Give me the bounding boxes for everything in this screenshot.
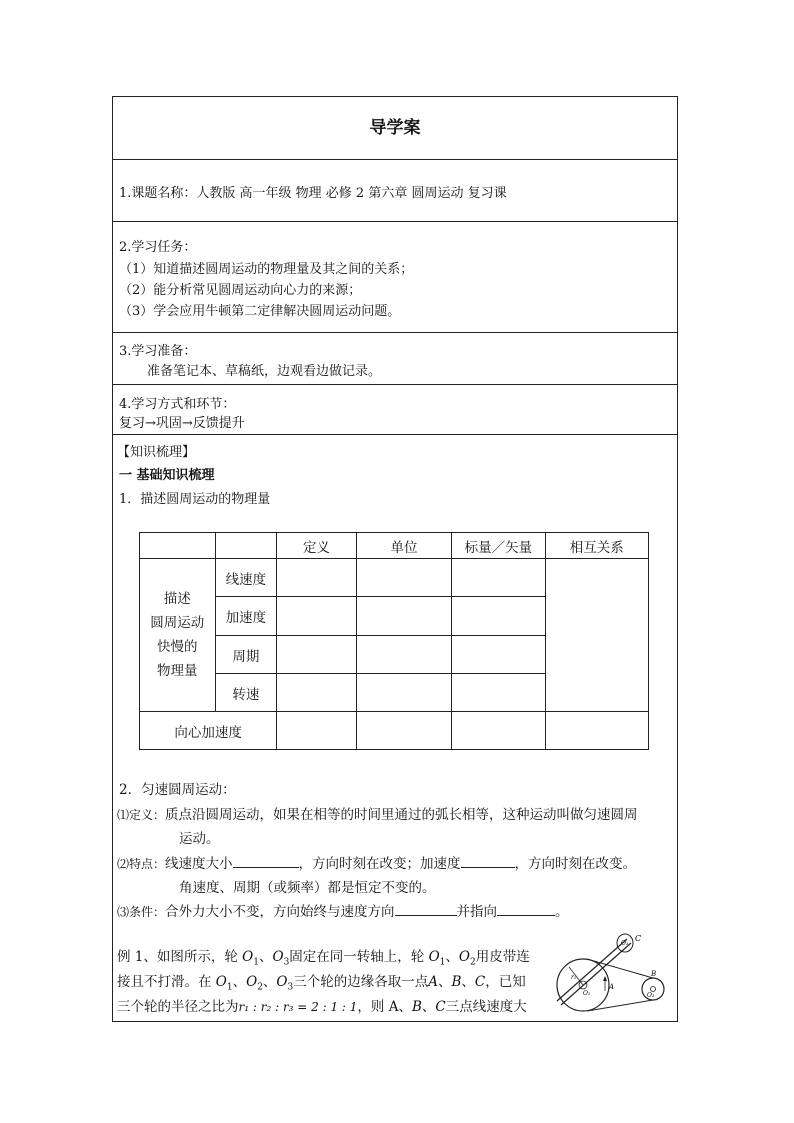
task-item: （2）能分析常见圆周运动向心力的来源； [119, 283, 362, 298]
feature-item-cont: 角速度、周期（或频率）都是恒定不变的。 [179, 880, 436, 896]
label-c: C [635, 934, 642, 943]
header-relation: 相互关系 [545, 533, 648, 559]
example-line: 接且不打滑。在 $O_1$、$O_2$、$O_3$三个轮的边缘各取一点A、B、C，已知 [117, 974, 526, 993]
worksheet-frame [112, 96, 678, 1022]
blank-points-to[interactable] [497, 915, 555, 916]
definition-item: ⑴定义：质点沿圆周运动，如果在相等的时间里通过的弧长相等，这种运动叫做匀速圆周 [117, 807, 638, 823]
axle-o2 [651, 987, 656, 992]
row-label: 向心加速度 [140, 712, 277, 750]
example-line: 例 1、如图所示，轮 $O_1$、$O_3$固定在同一转轴上，轮 $O_1$、$O_2$用皮带连 [117, 949, 530, 968]
arrow-head [603, 976, 607, 981]
prep-heading: 3.学习准备： [119, 344, 197, 359]
group-label: 描述 圆周运动 快慢的 物理量 [140, 559, 216, 712]
row-label: 加速度 [215, 597, 277, 636]
quantities-table [139, 532, 649, 750]
label-o3: O₃ [621, 940, 629, 947]
blank-speed[interactable] [233, 867, 299, 868]
topic-row [113, 160, 677, 222]
label-b: B [651, 970, 657, 978]
header-scalar-vector: 标量／矢量 [452, 533, 545, 559]
condition-item: ⑶条件：合外力大小不变，方向始终与速度方向 并指向 。 [117, 904, 569, 920]
topic-line: 1.课题名称：人教版 高一年级 物理 必修 2 第六章 圆周运动 复习课 [119, 186, 507, 201]
belt-bottom [587, 1000, 653, 1011]
belt-drive-figure [547, 929, 671, 1017]
page-title: 导学案 [113, 97, 677, 160]
shaft-line [557, 939, 627, 1001]
task-item: （3）学会应用牛顿第二定律解决圆周运动问题。 [119, 304, 401, 319]
task-item: （1）知道描述圆周运动的物理量及其之间的关系； [119, 262, 414, 277]
subsection-heading: 1．描述圆周运动的物理量 [119, 492, 271, 507]
header-unit: 单位 [356, 533, 451, 559]
row-label: 转速 [215, 674, 277, 712]
method-row [113, 385, 677, 435]
blank-direction[interactable] [395, 915, 457, 916]
label-a: A [609, 983, 615, 991]
label-o2: O₂ [647, 992, 655, 999]
label-r1: r₁ [571, 974, 577, 981]
tasks-row [113, 222, 677, 333]
row-label: 线速度 [215, 559, 277, 597]
section-heading: 一 基础知识梳理 [119, 468, 215, 483]
method-text: 复习→巩固→反馈提升 [119, 416, 245, 431]
method-heading: 4.学习方式和环节： [119, 397, 236, 412]
prep-row [113, 333, 677, 385]
prep-text: 准备笔记本、草稿纸，边观看边做记录。 [147, 364, 382, 379]
uniform-circular-heading: 2．匀速圆周运动： [119, 782, 236, 798]
belt-top [587, 959, 653, 978]
knowledge-tag: 【知识梳理】 [117, 445, 196, 460]
tasks-heading: 2.学习任务： [119, 240, 197, 255]
blank-acceleration[interactable] [461, 867, 515, 868]
label-o1: O₁ [583, 990, 591, 997]
feature-item: ⑵特点：线速度大小 ，方向时刻在改变；加速度 ，方向时刻在改变。 [117, 856, 637, 872]
relation-cell [545, 559, 648, 712]
row-label: 周期 [215, 636, 277, 674]
header-definition: 定义 [277, 533, 357, 559]
example-line: 三个轮的半径之比为r₁ : r₂ : r₃ = 2 : 1 : 1，则 A、B、C三点线速度大 [117, 999, 527, 1015]
definition-item-cont: 运动。 [179, 831, 220, 847]
